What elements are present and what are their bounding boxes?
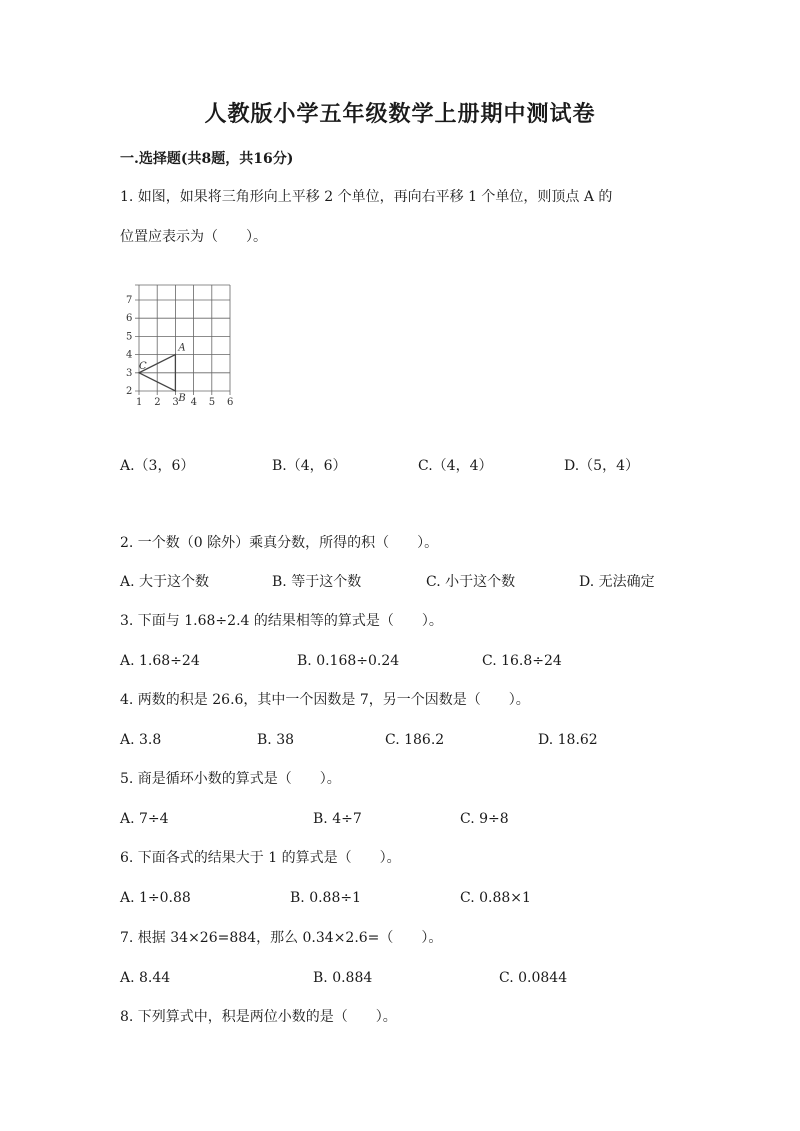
x-tick-label: 4 bbox=[190, 397, 197, 408]
section-heading: 一.选择题(共8题，共16分) bbox=[120, 151, 294, 167]
x-tick-label: 6 bbox=[227, 397, 234, 408]
q1-option-b: B.（4，6） bbox=[272, 458, 347, 474]
y-tick-label: 3 bbox=[126, 367, 133, 379]
page-title: 人教版小学五年级数学上册期中测试卷 bbox=[204, 101, 596, 127]
q6-option-a: A. 1÷0.88 bbox=[120, 890, 191, 906]
question-5-stem: 5. 商是循环小数的算式是（ ）。 bbox=[120, 771, 341, 787]
q7-option-a: A. 8.44 bbox=[120, 970, 171, 986]
question-3-stem: 3. 下面与 1.68÷2.4 的结果相等的算式是（ ）。 bbox=[120, 613, 443, 629]
question-4-stem: 4. 两数的积是 26.6，其中一个因数是 7，另一个因数是（ ）。 bbox=[120, 692, 530, 708]
q3-option-c: C. 16.8÷24 bbox=[482, 653, 562, 669]
question-8-stem: 8. 下列算式中，积是两位小数的是（ ）。 bbox=[120, 1009, 397, 1025]
y-tick-label: 7 bbox=[126, 295, 133, 306]
q1-option-a: A.（3，6） bbox=[120, 458, 195, 474]
question-7-stem: 7. 根据 34×26=884，那么 0.34×2.6=（ ）。 bbox=[120, 930, 443, 946]
coordinate-grid-figure bbox=[125, 280, 245, 415]
q5-option-c: C. 9÷8 bbox=[460, 811, 509, 827]
question-6-stem: 6. 下面各式的结果大于 1 的算式是（ ）。 bbox=[120, 850, 401, 866]
y-tick-label: 5 bbox=[126, 331, 133, 343]
q2-option-b: B. 等于这个数 bbox=[272, 574, 362, 590]
vertex-label-c: C bbox=[139, 360, 147, 372]
q1-option-d: D.（5，4） bbox=[564, 458, 639, 474]
y-tick-label: 2 bbox=[126, 386, 133, 397]
x-tick-label: 1 bbox=[136, 397, 143, 408]
q2-option-c: C. 小于这个数 bbox=[426, 574, 516, 590]
vertex-label-b: B bbox=[178, 393, 186, 404]
q6-option-c: C. 0.88×1 bbox=[460, 890, 531, 906]
y-tick-label: 4 bbox=[126, 349, 133, 361]
q4-option-d: D. 18.62 bbox=[538, 732, 598, 748]
q7-option-b: B. 0.884 bbox=[313, 970, 373, 986]
q3-option-b: B. 0.168÷0.24 bbox=[297, 653, 400, 669]
q1-option-c: C.（4，4） bbox=[418, 458, 493, 474]
q2-option-d: D. 无法确定 bbox=[579, 574, 655, 590]
q4-option-b: B. 38 bbox=[257, 732, 295, 748]
question-1-stem-line1: 1. 如图，如果将三角形向上平移 2 个单位，再向右平移 1 个单位，则顶点 A 的 bbox=[120, 189, 613, 205]
q7-option-c: C. 0.0844 bbox=[499, 970, 568, 986]
vertex-labels bbox=[139, 343, 186, 404]
y-tick-label: 6 bbox=[126, 313, 133, 325]
x-tick-label: 3 bbox=[172, 397, 179, 408]
q2-option-a: A. 大于这个数 bbox=[120, 574, 210, 590]
q4-option-c: C. 186.2 bbox=[385, 732, 445, 748]
question-2-stem: 2. 一个数（0 除外）乘真分数，所得的积（ ）。 bbox=[120, 535, 439, 551]
q4-option-a: A. 3.8 bbox=[120, 732, 162, 748]
q6-option-b: B. 0.88÷1 bbox=[290, 890, 361, 906]
x-tick-label: 2 bbox=[154, 397, 161, 408]
q5-option-b: B. 4÷7 bbox=[313, 811, 362, 827]
x-tick-label: 5 bbox=[208, 397, 216, 408]
q3-option-a: A. 1.68÷24 bbox=[120, 653, 200, 669]
vertex-label-a: A bbox=[178, 342, 186, 354]
question-1-stem-line2: 位置应表示为（ ）。 bbox=[120, 229, 267, 245]
q5-option-a: A. 7÷4 bbox=[120, 811, 169, 827]
